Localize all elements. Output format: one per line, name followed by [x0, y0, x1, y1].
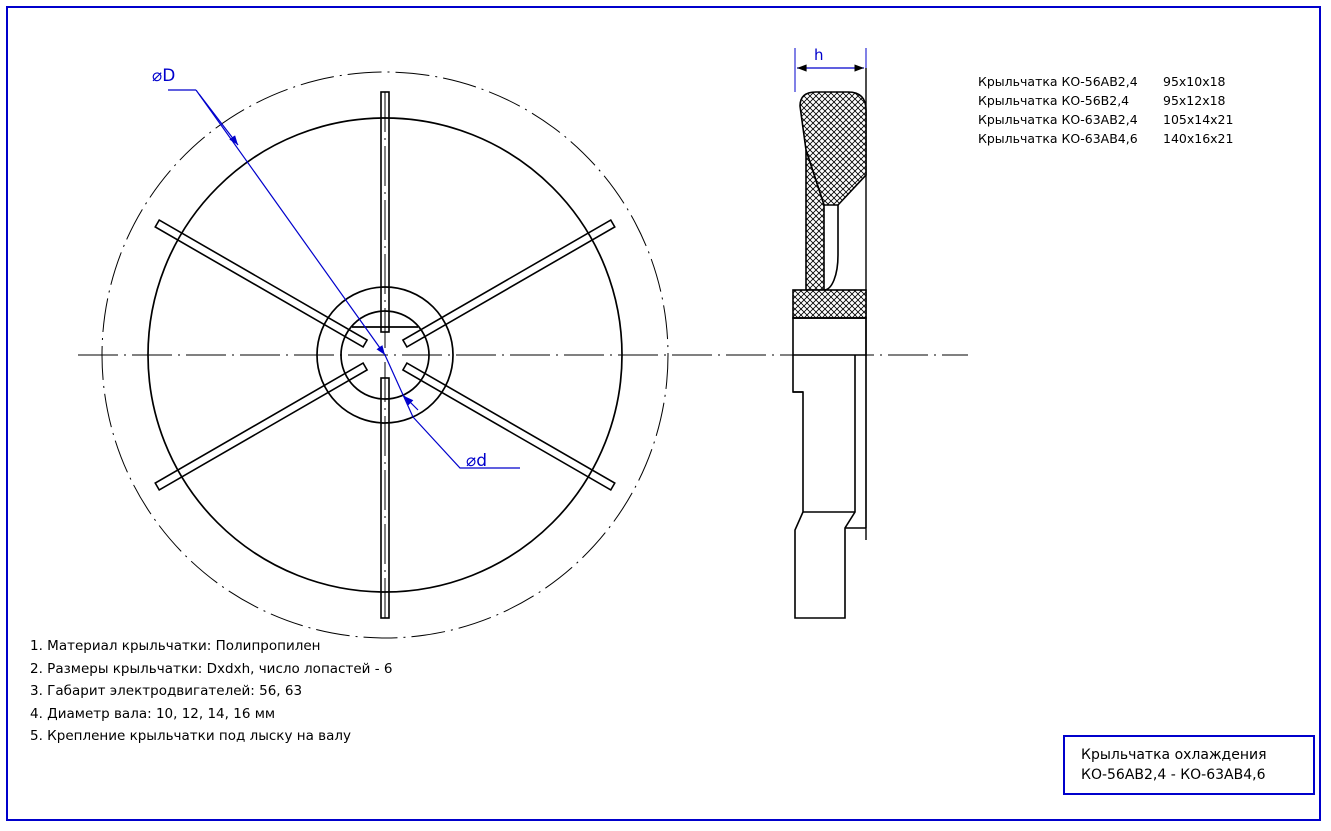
dimension-leaders	[168, 90, 520, 468]
title-block-line1: Крыльчатка охлаждения	[1081, 747, 1267, 763]
dimension-label-bore-diameter: ⌀d	[466, 451, 488, 471]
note-item: 4. Диаметр вала: 10, 12, 14, 16 мм	[30, 705, 276, 722]
spec-name: Крыльчатка КО-63АВ2,4	[978, 112, 1138, 127]
blade-lower-left	[155, 363, 367, 490]
spec-row	[978, 91, 1278, 110]
note-item: 1. Материал крыльчатки: Полипропилен	[30, 638, 321, 654]
hub-section-body-upper	[793, 318, 866, 355]
side-section-view	[793, 48, 866, 618]
hub-section-band	[793, 290, 866, 318]
title-block-line2: КО-56АВ2,4 - КО-63АВ4,6	[1081, 767, 1266, 783]
spec-dims: 95x10x18	[1163, 74, 1226, 89]
dimension-label-outer-diameter: ⌀D	[152, 66, 176, 86]
blade-section-inner-curve	[824, 205, 838, 290]
spec-name: Крыльчатка КО-63АВ4,6	[978, 131, 1138, 146]
note-item: 5. Крепление крыльчатки под лыску на валу	[30, 728, 351, 744]
blade-lower-right	[403, 363, 615, 490]
spec-dims: 105x14x21	[1163, 112, 1234, 127]
note-item: 3. Габарит электродвигателей: 56, 63	[30, 683, 303, 699]
blade-upper-right	[403, 220, 615, 347]
technical-notes	[30, 635, 590, 748]
title-block	[1063, 735, 1315, 795]
boss-section-outline	[793, 355, 855, 618]
spec-dims: 140x16x21	[1163, 131, 1234, 146]
spec-row	[978, 129, 1278, 148]
spec-dims: 95x12x18	[1163, 93, 1226, 108]
leader-D-line	[196, 90, 385, 355]
spec-table	[978, 72, 1278, 148]
dimension-label-height: h	[814, 46, 824, 64]
note-item: 2. Размеры крыльчатки: Dxdxh, число лопастей - 6	[30, 660, 393, 677]
spec-row	[978, 110, 1278, 129]
blade-upper-left	[155, 220, 367, 347]
spec-row	[978, 72, 1278, 91]
spec-name: Крыльчатка КО-56АВ2,4	[978, 74, 1138, 89]
spec-name: Крыльчатка КО-56В2,4	[978, 93, 1130, 108]
